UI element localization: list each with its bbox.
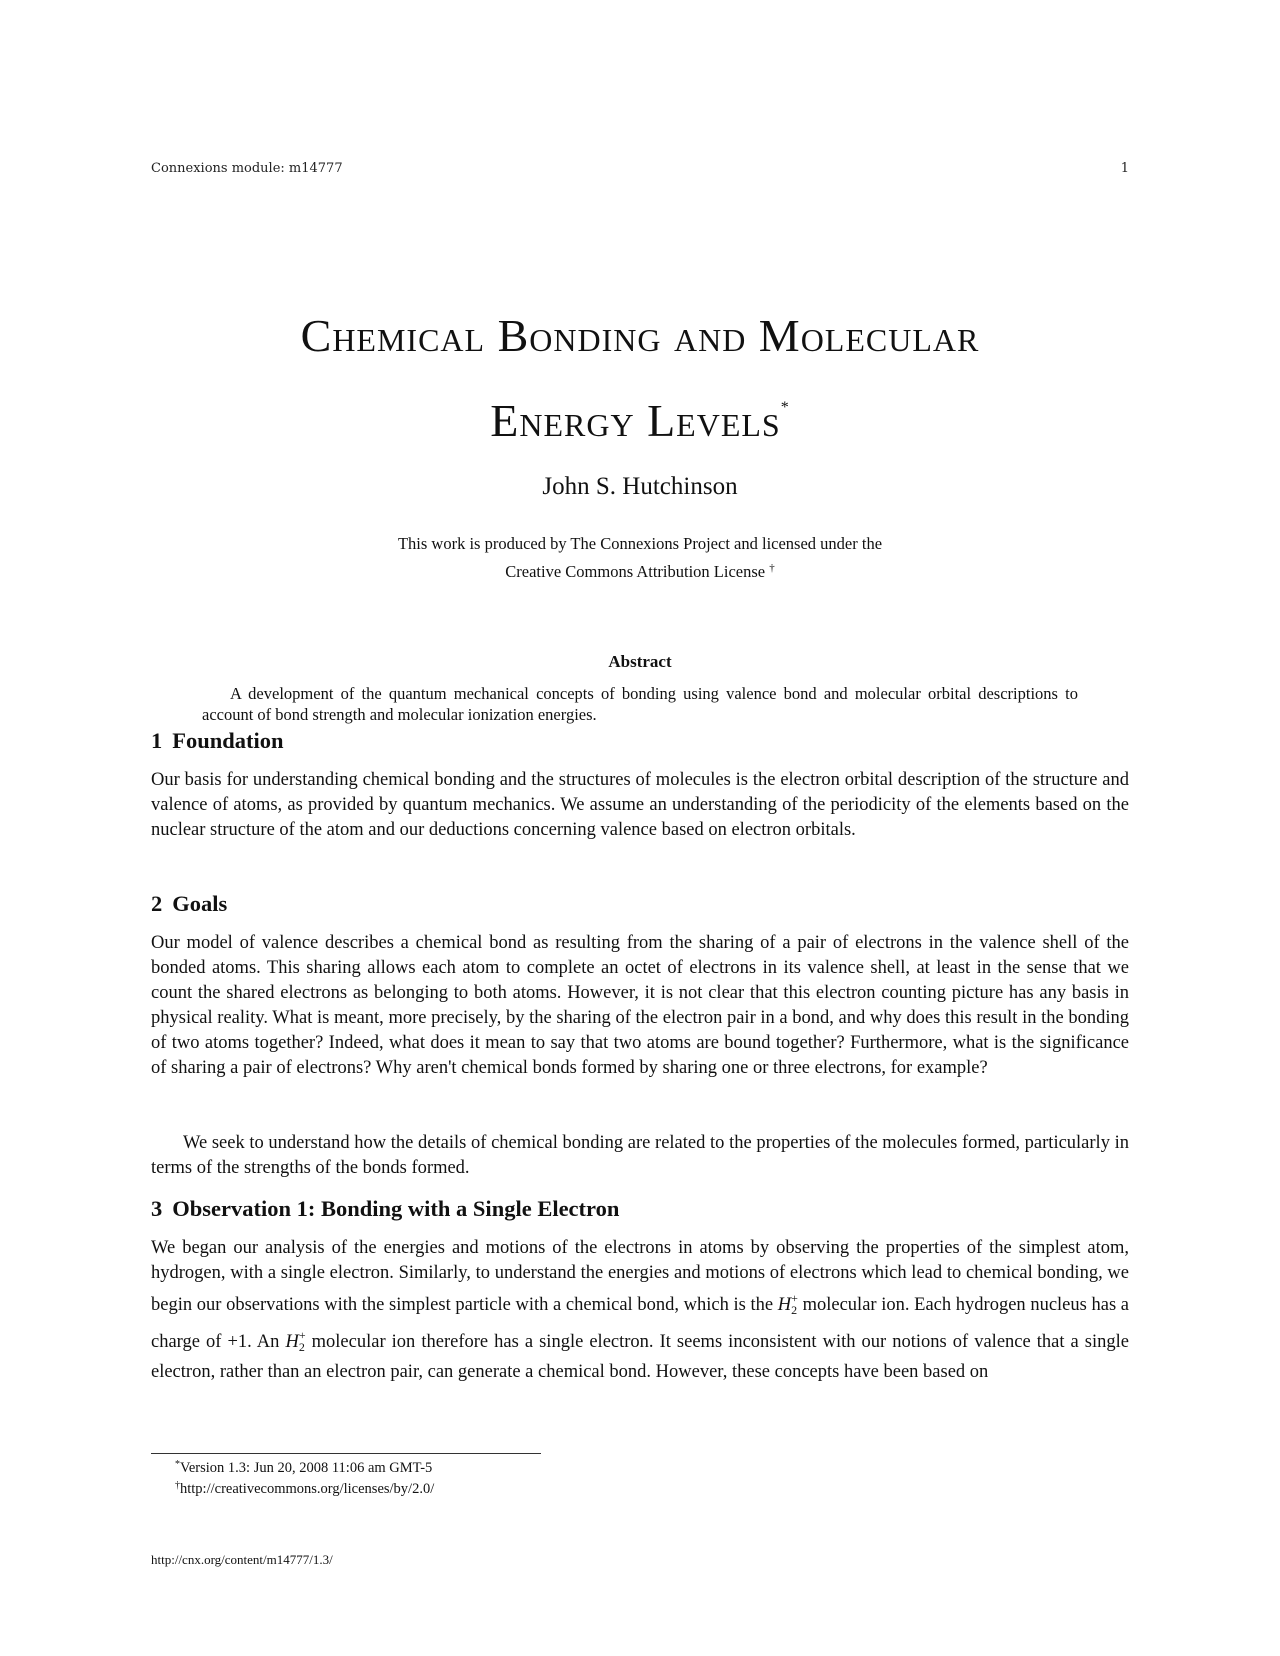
section-title: Foundation [172,728,284,753]
ion-superscript: + [298,1328,306,1342]
license-line-1: This work is produced by The Connexions Project and licensed under the [397,534,883,553]
paragraph-goals-1: Our model of valence describes a chemical bond as resulting from the sharing of a pair of electrons in the valence shell of the bonded atoms. This sharing allows each atom to complete an octet of electrons in its valence shell, at least in the sense that we count the shared electrons as belonging to both atoms. However, it is not clear that this electron counting picture has any basis in physical reality. What is meant, more precisely, by the sharing of the electron pair in a bond, and why does this result in the bonding of two atoms together? Indeed, what does it mean to say that two atoms are bound together? Furthermore, what is the significance of sharing a pair of electrons? Why aren't chemical bonds formed by sharing one or three electrons, for example? [151,933,1129,1078]
footnote-rule [151,1453,541,1454]
page-number: 1 [1120,161,1129,176]
paragraph-text-part-2: molecular ion. Each hydrogen nucleus has a charge of +1. An [151,1295,1130,1352]
ion-subscript: 2 [791,1303,798,1317]
license-statement [0,532,1280,584]
h2-plus-ion-symbol [285,1328,306,1354]
section-number: 3 [151,1196,163,1221]
section-heading-goals [151,891,227,917]
author-name: John S. Hutchinson [542,473,738,500]
section-heading-observation-1 [151,1196,619,1222]
license-line-2-text: Creative Commons Attribution License [505,562,766,581]
footnote-text: Version 1.3: Jun 20, 2008 11:06 am GMT-5 [180,1460,433,1476]
title-footnote-mark: * [780,399,790,416]
section-number: 2 [151,891,163,916]
ion-subscript: 2 [298,1340,305,1354]
ion-symbol: H [285,1332,299,1352]
paragraph-observation-1 [151,1236,1129,1385]
footer-url[interactable]: http://cnx.org/content/m14777/1.3/ [151,1552,333,1567]
ion-superscript: + [791,1291,798,1305]
module-id: Connexions module: m14777 [151,161,343,176]
license-footnote-mark: † [769,562,775,574]
footnote-license-url [175,1480,434,1498]
section-heading-foundation [151,728,284,754]
section-title: Goals [172,891,228,916]
paragraph-text-part-1: We began our analysis of the energies and motions of the electrons in atoms by observing the properties of the simplest atom, hydrogen, with a single electron. Similarly, to understand the energies and motions of electrons which lead to chemical bonding, we begin our observations with the simplest particle with a chemical bond, which is the [151,1238,1129,1315]
abstract-heading: Abstract [608,652,672,671]
ion-symbol: H [777,1295,792,1315]
paragraph-goals-2: We seek to understand how the details of chemical bonding are related to the properties of the molecules formed, particularly in terms of the strengths of the bonds formed. [151,1133,1129,1178]
running-header [151,161,1129,176]
h2-plus-ion-symbol [777,1291,798,1317]
title-line-2 [0,372,1280,457]
footnote-mark: * [175,1459,180,1470]
section-title: Observation 1: Bonding with a Single Electron [172,1196,620,1221]
footnote-link[interactable]: http://creativecommons.org/licenses/by/2.0/ [180,1481,435,1497]
paragraph-text-part-3: molecular ion therefore has a single electron. It seems inconsistent with our notions of valence that a single electron, rather than an electron pair, can generate a chemical bond. However, these concepts have been based on [151,1332,1129,1382]
footnote-version [175,1459,432,1477]
document-title [0,300,1280,457]
paragraph-foundation: Our basis for understanding chemical bonding and the structures of molecules is the electron orbital description of the structure and valence of atoms, as provided by quantum mechanics. We assume an understanding of the periodicity of the elements based on the nuclear structure of the atom and our deductions concerning valence based on electron orbitals. [151,770,1129,840]
footnote-mark: † [175,1480,180,1491]
abstract-text: A development of the quantum mechanical concepts of bonding using valence bond and molecular orbital descriptions to account of bond strength and molecular ionization energies. [202,684,1078,724]
license-line-2 [0,556,1280,584]
section-number: 1 [151,728,163,753]
title-line-2-text: Energy Levels [490,395,781,446]
title-line-1: Chemical Bonding and Molecular [300,310,980,361]
